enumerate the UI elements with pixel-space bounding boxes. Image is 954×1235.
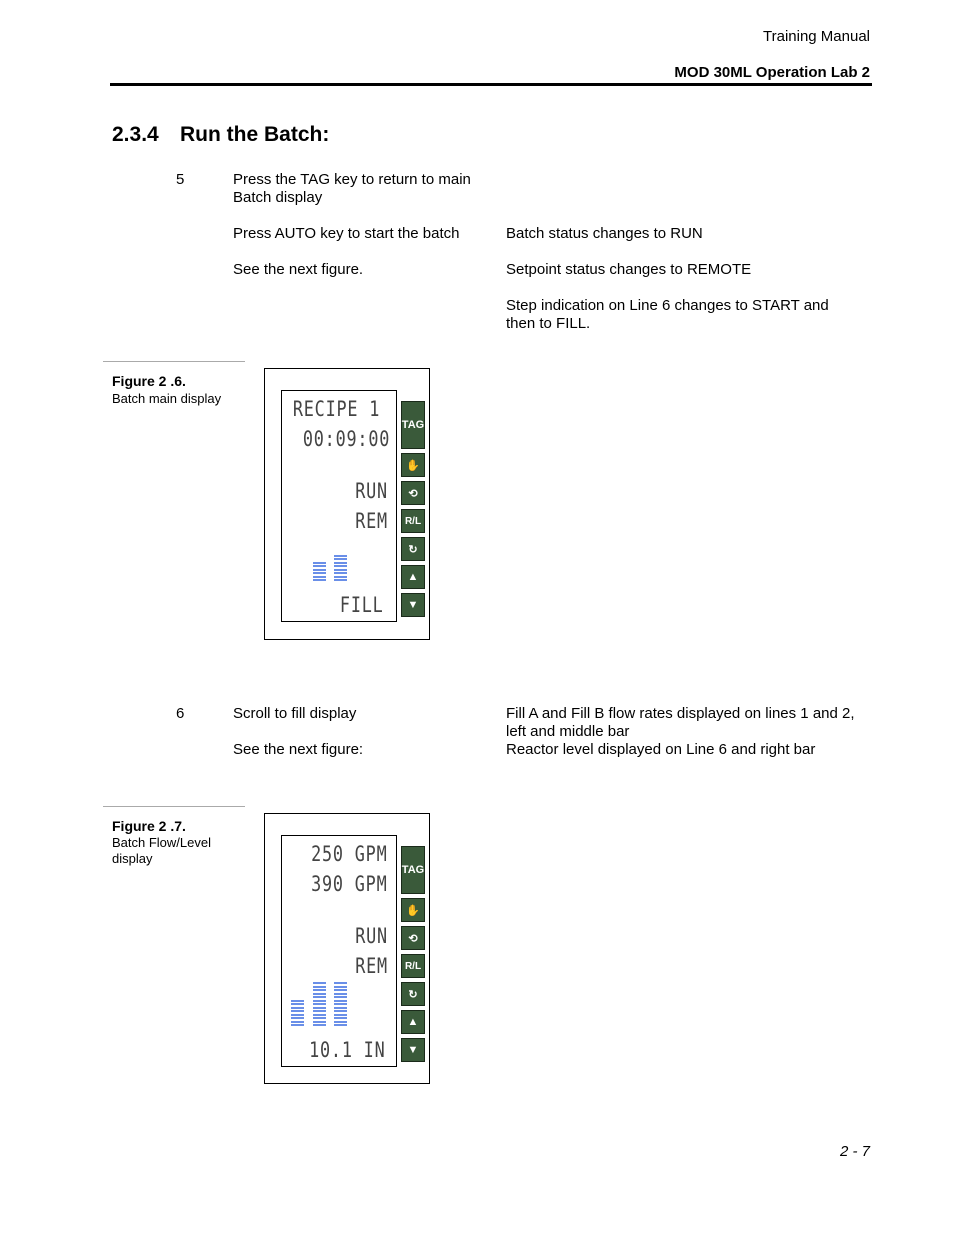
lcd-line-4: REM [355,954,388,978]
bar-segment [313,576,326,578]
header-rule [110,83,872,86]
bar-segment [334,1007,347,1009]
down-key[interactable] [401,593,425,617]
bar-segment [334,986,347,988]
bar-segment [334,1000,347,1002]
bar-segment [291,1007,304,1009]
tag-key-label: TAG [401,419,425,431]
step-result: Setpoint status changes to REMOTE [506,261,752,278]
remote-local-key[interactable] [401,509,425,533]
bar-segment [334,579,347,581]
step-result: Step indication on Line 6 changes to START and then to FILL. [506,297,829,332]
figure-caption: Batch main display [112,391,222,406]
left-bar [313,560,326,581]
bar-segment [313,1021,326,1023]
bar-segment [313,1014,326,1016]
bar-segment [313,989,326,991]
cycle-key[interactable] [401,982,425,1006]
middle-bar [334,553,347,581]
figure-title: Figure 2 .6. [112,373,186,389]
lcd-line-4: REM [355,509,388,533]
tag-key[interactable] [401,846,425,894]
cycle-key[interactable] [401,537,425,561]
bar-segment [334,1024,347,1026]
lcd-line-3: RUN [355,479,388,503]
remote-local-key[interactable] [401,954,425,978]
bar-segment [334,569,347,571]
cycle-icon: ↻ [408,543,418,556]
left-bar [291,998,304,1026]
up-arrow-icon: ▲ [407,571,419,583]
bar-segment [313,993,326,995]
lcd-line-6: FILL [340,593,384,617]
lcd-line-3: RUN [355,924,388,948]
bar-segment [313,565,326,567]
bar-segment [291,1003,304,1005]
up-arrow-icon: ▲ [407,1016,419,1028]
figure-title: Figure 2 .7. [112,818,186,834]
bar-segment [334,562,347,564]
header-title: Training Manual [763,28,870,45]
bar-segment [313,1017,326,1019]
section-number: 2.3.4 [112,123,159,146]
bar-segment [313,1010,326,1012]
lcd-line-1: 250 GPM [311,842,388,866]
cycle-icon: ↻ [408,988,418,1001]
bar-segment [313,579,326,581]
step-number: 6 [176,705,185,722]
bar-segment [291,1010,304,1012]
bar-segment [291,1024,304,1026]
bar-segment [334,989,347,991]
step-instruction: Scroll to fill display [233,705,357,722]
bar-segment [334,1017,347,1019]
step-result: Reactor level displayed on Line 6 and right bar [506,741,816,758]
step-instruction: See the next figure. [233,261,364,278]
figure-caption: Batch Flow/Level display [112,835,211,866]
lcd-line-2: 390 GPM [311,872,388,896]
down-arrow-icon: ▼ [407,1044,419,1056]
lcd-line-6: 10.1 IN [309,1038,386,1062]
bar-segment [334,576,347,578]
section-heading [112,123,329,147]
caption-rule [103,806,245,807]
bar-segment [313,1003,326,1005]
bar-segment [313,572,326,574]
tag-key-label: TAG [401,864,425,876]
lcd-screen [281,835,397,1067]
hand-icon: ✋ [406,904,420,917]
step-result: Batch status changes to RUN [506,225,703,242]
bar-segment [291,1014,304,1016]
bar-segment [313,982,326,984]
step-result: Fill A and Fill B flow rates displayed on lines 1 and 2, left and middle bar [506,705,855,740]
header-subtitle: MOD 30ML Operation Lab 2 [674,64,870,81]
middle-bar [313,981,326,1027]
manual-key[interactable] [401,898,425,922]
step-instruction: See the next figure: [233,741,364,758]
bar-segment [334,555,347,557]
rl-key-label: R/L [404,960,422,972]
auto-icon: ⟲ [408,487,418,500]
controller-display-figure [264,813,430,1084]
bar-segment [334,1010,347,1012]
bar-segment [313,986,326,988]
bar-segment [334,558,347,560]
bar-segment [313,1007,326,1009]
lcd-line-1: RECIPE 1 [292,397,380,421]
bar-segment [334,1003,347,1005]
auto-key[interactable] [401,926,425,950]
auto-icon: ⟲ [408,932,418,945]
tag-key[interactable] [401,401,425,449]
manual-key[interactable] [401,453,425,477]
down-key[interactable] [401,1038,425,1062]
bar-segment [334,993,347,995]
bar-segment [291,1000,304,1002]
bar-segment [313,996,326,998]
bar-segment [334,572,347,574]
bar-segment [313,1024,326,1026]
rl-key-label: R/L [404,515,422,527]
page-number: 2 - 7 [839,1143,870,1160]
bar-segment [291,1021,304,1023]
lcd-screen [281,390,397,622]
lcd-line-2: 00:09:00 [302,427,390,451]
caption-rule [103,361,245,362]
hand-icon: ✋ [406,459,420,472]
right-bar [334,981,347,1027]
bar-segment [291,1017,304,1019]
up-key[interactable] [401,565,425,589]
step-instruction: Press AUTO key to start the batch [233,225,460,242]
down-arrow-icon: ▼ [407,599,419,611]
bar-segment [313,569,326,571]
bar-segment [334,565,347,567]
step-instruction: Press the TAG key to return to main Batch display [233,171,471,206]
bar-segment [313,562,326,564]
bar-segment [334,982,347,984]
bar-segment [313,1000,326,1002]
bar-segment [334,1014,347,1016]
up-key[interactable] [401,1010,425,1034]
section-title: Run the Batch: [180,123,330,146]
controller-display-figure [264,368,430,640]
bar-segment [334,996,347,998]
auto-key[interactable] [401,481,425,505]
bar-segment [334,1021,347,1023]
step-number: 5 [176,171,185,188]
